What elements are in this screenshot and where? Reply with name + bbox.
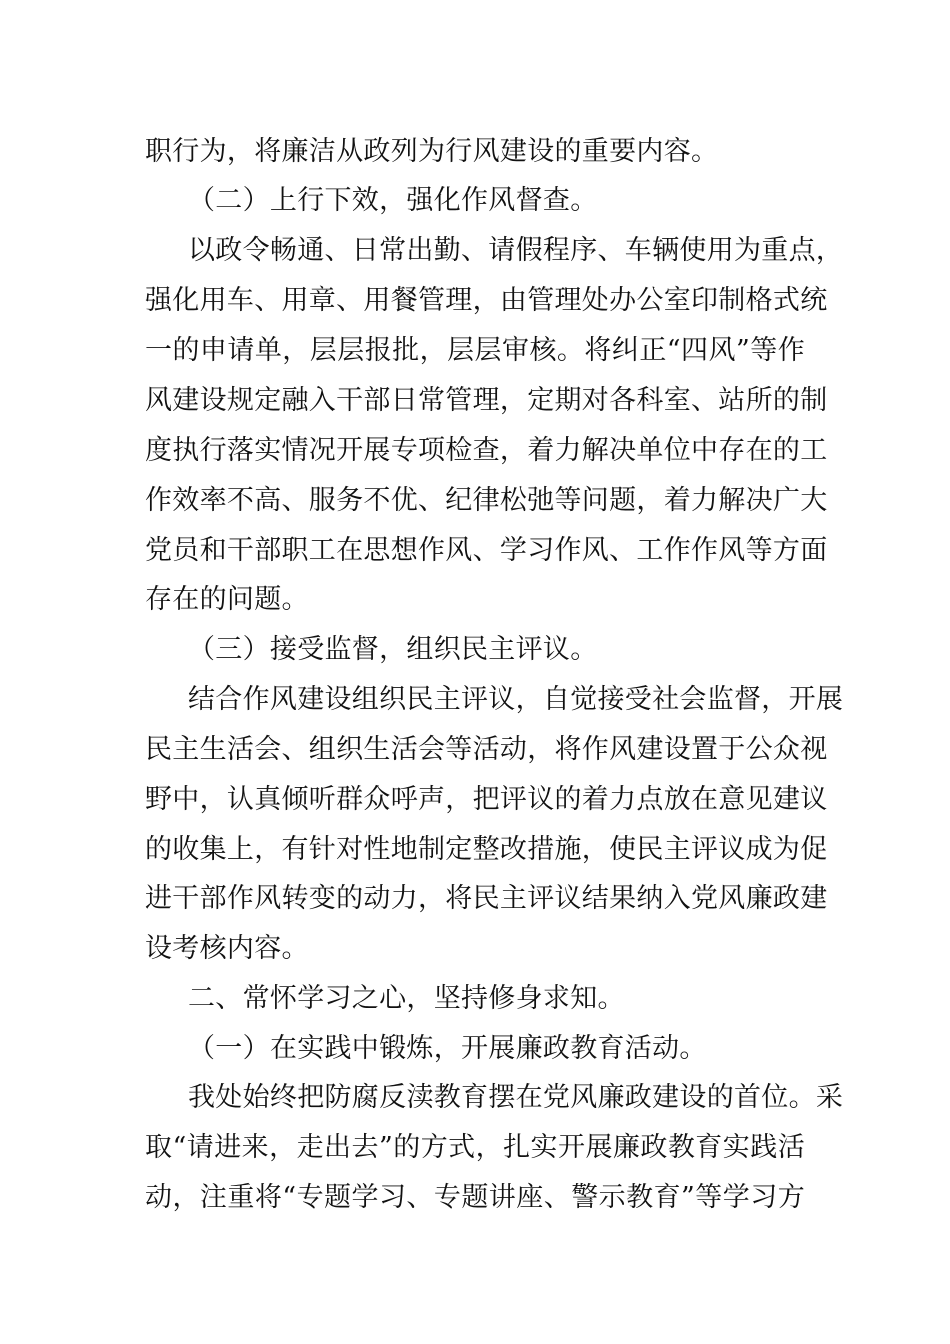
text-line: 进干部作风转变的动力，将民主评议结果纳入党风廉政建 (145, 883, 828, 914)
text-line: 存在的问题。 (145, 584, 309, 615)
text-line: 度执行落实情况开展专项检查，着力解决单位中存在的工 (145, 435, 828, 466)
text-line: 一的申请单，层层报批，层层审核。将纠正“四风”等作 (145, 335, 805, 366)
text-line: 取“请进来，走出去”的方式，扎实开展廉政教育实践活 (145, 1132, 805, 1163)
text-line: 民主生活会、组织生活会等活动，将作风建设置于公众视 (145, 734, 828, 765)
section-heading: （一）在实践中锻炼，开展廉政教育活动。 (188, 1033, 707, 1064)
text-line: 结合作风建设组织民主评议，自觉接受社会监督，开展 (188, 684, 844, 715)
section-heading: （三）接受监督，组织民主评议。 (188, 634, 598, 665)
text-line: 的收集上，有针对性地制定整改措施，使民主评议成为促 (145, 834, 828, 865)
text-line: 职行为，将廉洁从政列为行风建设的重要内容。 (145, 136, 719, 167)
text-line: 作效率不高、服务不优、纪律松弛等问题，着力解决广大 (145, 485, 828, 516)
text-line: 我处始终把防腐反渎教育摆在党风廉政建设的首位。采 (188, 1082, 844, 1113)
text-line: 野中，认真倾听群众呼声，把评议的着力点放在意见建议 (145, 784, 828, 815)
chapter-heading: 二、常怀学习之心，坚持修身求知。 (188, 983, 625, 1014)
text-line: 风建设规定融入干部日常管理，定期对各科室、站所的制 (145, 385, 828, 416)
text-line: 以政令畅通、日常出勤、请假程序、车辆使用为重点， (188, 235, 844, 266)
section-heading: （二）上行下效，强化作风督查。 (188, 185, 598, 216)
text-line: 设考核内容。 (145, 933, 309, 964)
text-line: 强化用车、用章、用餐管理，由管理处办公室印制格式统 (145, 285, 828, 316)
text-line: 党员和干部职工在思想作风、学习作风、工作作风等方面 (145, 535, 828, 566)
text-line: 动，注重将“专题学习、专题讲座、警示教育”等学习方 (145, 1182, 805, 1213)
